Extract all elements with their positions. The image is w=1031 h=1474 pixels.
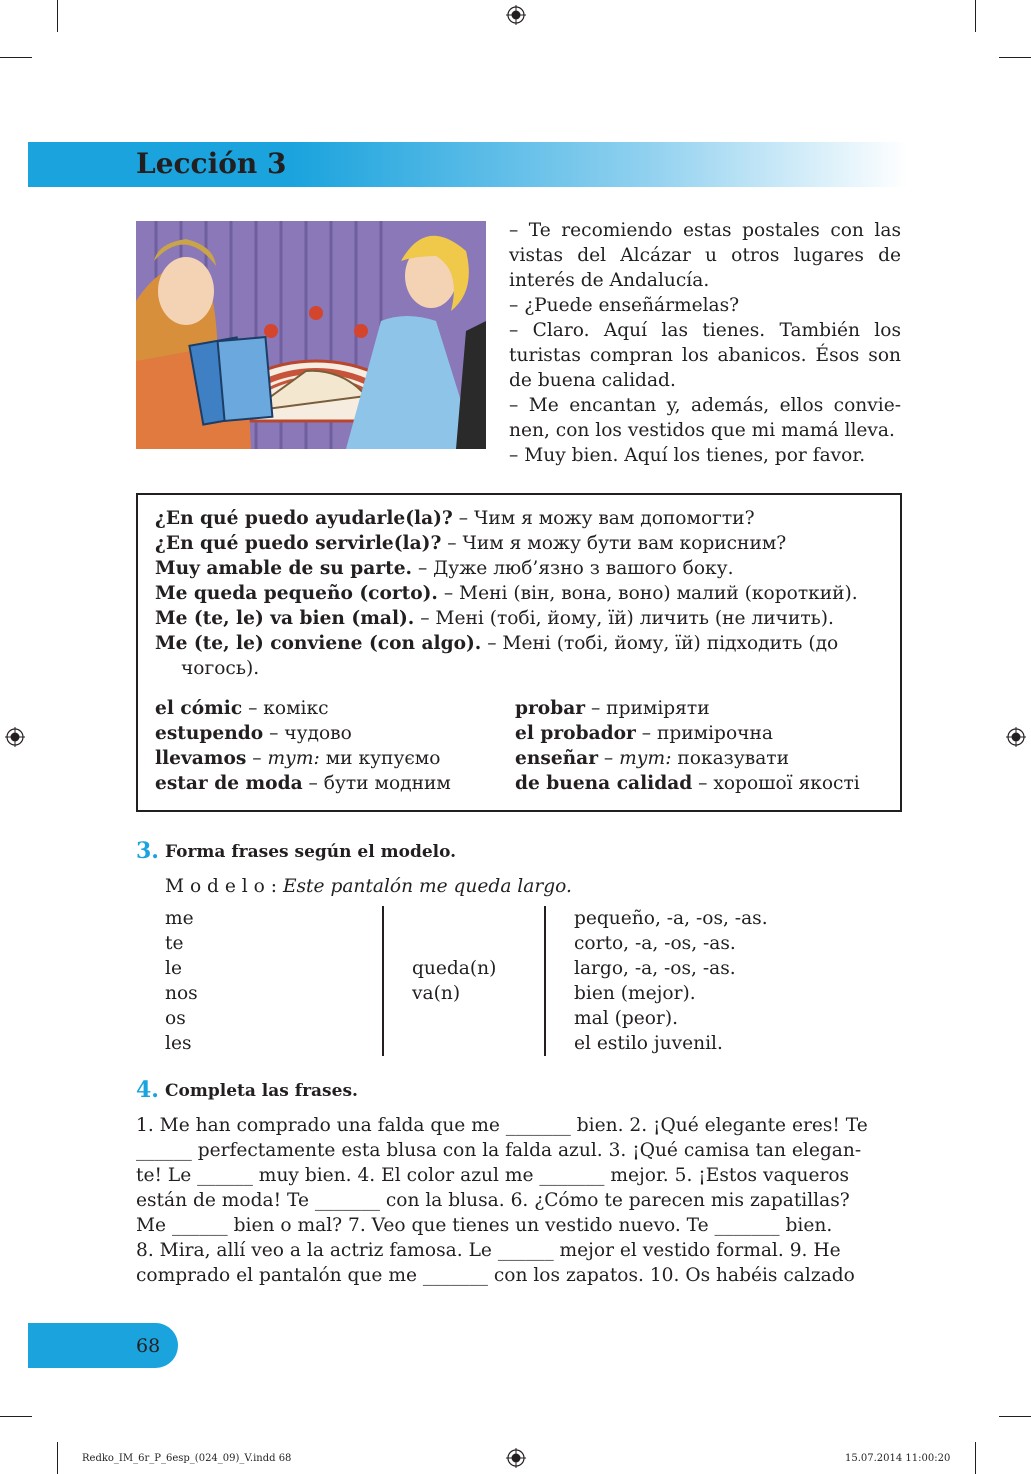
vocab-note: тут:: [619, 748, 672, 769]
vocab-word: estupendo: [155, 723, 264, 744]
exercise-line: comprado el pantalón que me _______ con los zapatos. 10. Os habéis calzado: [136, 1265, 855, 1286]
vocab-dash: –: [242, 698, 264, 719]
exercise-3-title: Forma frases según el modelo.: [165, 842, 457, 862]
pronoun: te: [165, 933, 184, 954]
phrase-uk: – Мені (тобі, йому, їй) підходить (до: [481, 633, 839, 654]
vocab-dash: –: [246, 748, 268, 769]
vocab-translation: примірочна: [656, 723, 773, 744]
dialog-line: – Me encantan y, además, ellos convie-nen, con los vestidos que mi mamá lleva.: [509, 395, 901, 441]
dialog-line: – Claro. Aquí las tienes. También los turistas compran los abanicos. Ésos son de buena calidad.: [509, 320, 901, 391]
vocabulary-left-column: [155, 696, 451, 796]
exercise-line: están de moda! Te _______ con la blusa. 6. ¿Cómo te parecen mis zapatillas?: [136, 1190, 850, 1211]
crop-mark: [975, 0, 976, 32]
vocabulary-right-column: [515, 696, 860, 796]
vocab-word: probar: [515, 698, 586, 719]
vocab-translation: ми купуємо: [319, 748, 441, 769]
verb-column: [412, 956, 496, 1006]
vocab-item: [155, 696, 451, 721]
pronoun: os: [165, 1008, 186, 1029]
exercise-line: 8. Mira, allí veo a la actriz famosa. Le ______ mejor el vestido formal. 9. He: [136, 1240, 841, 1261]
vocab-item: [515, 771, 860, 796]
phrase-es: Me queda pequeño (corto).: [155, 583, 438, 604]
vocab-translation: комікс: [263, 698, 329, 719]
exercise-4-title: Completa las frases.: [165, 1081, 358, 1101]
exercise-3-number: 3.: [136, 838, 159, 864]
complement: corto, -a, -os, -as.: [574, 933, 736, 954]
complement-column: [574, 906, 768, 1056]
vocab-word: enseñar: [515, 748, 599, 769]
exercise-4-number: 4.: [136, 1077, 159, 1103]
vocab-item: [155, 746, 451, 771]
phrase-uk: – Мені (він, вона, воно) малий (короткий).: [437, 583, 858, 604]
vocab-dash: –: [302, 773, 324, 794]
dialog-line: – Muy bien. Aquí los tienes, por favor.: [509, 445, 866, 466]
phrase-uk: – Чим я можу вам допомогти?: [452, 508, 755, 529]
registration-mark-icon: [506, 1448, 526, 1468]
footer-filename: Redko_IM_6r_P_6esp_(024_09)_V.indd 68: [82, 1453, 292, 1464]
dialog-line: – ¿Puede enseñármelas?: [509, 295, 740, 316]
registration-mark-icon: [5, 727, 25, 747]
phrase-uk: – Дуже люб’язно з вашого боку.: [412, 558, 734, 579]
shop-illustration: [136, 221, 486, 449]
exercise-line: te! Le ______ muy bien. 4. El color azul me _______ mejor. 5. ¡Estos vaqueros: [136, 1165, 850, 1186]
registration-mark-icon: [506, 5, 526, 25]
exercise-4-text: [136, 1113, 902, 1288]
complement: largo, -a, -os, -as.: [574, 958, 736, 979]
exercise-3-model: [165, 874, 572, 899]
vocab-word: estar de moda: [155, 773, 303, 794]
phrase-es: Me (te, le) va bien (mal).: [155, 608, 415, 629]
verb: va(n): [412, 983, 461, 1004]
pronoun: me: [165, 908, 194, 929]
crop-mark: [0, 1416, 32, 1417]
vocab-item: [515, 746, 860, 771]
column-divider: [382, 906, 384, 1056]
dialog-line: – Te recomiendo estas postales con las vistas del Alcázar u otros lugares de interés de Andalucía.: [509, 220, 901, 291]
phrase-item: [155, 556, 895, 581]
model-sentence: Este pantalón me queda largo.: [282, 876, 572, 897]
complement: bien (mejor).: [574, 983, 696, 1004]
vocab-word: el probador: [515, 723, 636, 744]
exercise-line: 1. Me han comprado una falda que me _______ bien. 2. ¡Qué elegante eres! Te: [136, 1115, 868, 1136]
vocab-dash: –: [263, 723, 285, 744]
crop-mark: [57, 0, 58, 32]
dialog-text: [509, 218, 901, 468]
verb: queda(n): [412, 958, 497, 979]
phrase-uk: – Чим я можу бути вам корисним?: [441, 533, 787, 554]
phrase-es: ¿En qué puedo ayudarle(la)?: [155, 508, 453, 529]
vocab-item: [155, 721, 451, 746]
vocab-translation: хорошої якості: [713, 773, 860, 794]
phrase-list: [155, 506, 895, 681]
vocab-word: de buena calidad: [515, 773, 693, 794]
exercise-line: ______ perfectamente esta blusa con la falda azul. 3. ¡Qué camisa tan elegan-: [136, 1140, 862, 1161]
pronoun: nos: [165, 983, 198, 1004]
vocab-translation: бути модним: [323, 773, 451, 794]
vocab-item: [515, 721, 860, 746]
vocab-dash: –: [585, 698, 607, 719]
pronoun-column: [165, 906, 198, 1056]
vocab-dash: –: [598, 748, 620, 769]
registration-mark-icon: [1006, 727, 1026, 747]
page-number: 68: [136, 1335, 161, 1357]
complement: pequeño, -a, -os, -as.: [574, 908, 768, 929]
vocab-translation: приміряти: [606, 698, 710, 719]
phrase-es: ¿En qué puedo servirle(la)?: [155, 533, 442, 554]
footer-timestamp: 15.07.2014 11:00:20: [845, 1453, 951, 1464]
vocab-item: [515, 696, 860, 721]
complement: mal (peor).: [574, 1008, 678, 1029]
phrase-uk: – Мені (тобі, йому, їй) личить (не личить).: [414, 608, 834, 629]
crop-mark: [975, 1442, 976, 1474]
vocab-item: [155, 771, 451, 796]
vocab-dash: –: [692, 773, 714, 794]
phrase-item: [155, 581, 895, 606]
vocab-word: el cómic: [155, 698, 243, 719]
pronoun: les: [165, 1033, 192, 1054]
vocab-translation: чудово: [284, 723, 352, 744]
phrase-es: Muy amable de su parte.: [155, 558, 413, 579]
phrase-item: [155, 506, 895, 531]
crop-mark: [0, 57, 32, 58]
model-label: M o d e l o :: [165, 876, 278, 897]
crop-mark: [57, 1442, 58, 1474]
crop-mark: [999, 57, 1031, 58]
lesson-title: Lección 3: [136, 147, 287, 180]
pronoun: le: [165, 958, 182, 979]
complement: el estilo juvenil.: [574, 1033, 723, 1054]
phrase-item: [155, 631, 895, 656]
phrase-es: Me (te, le) conviene (con algo).: [155, 633, 482, 654]
vocab-word: llevamos: [155, 748, 247, 769]
vocab-dash: –: [635, 723, 657, 744]
phrase-item: [155, 531, 895, 556]
vocab-translation: показувати: [671, 748, 789, 769]
crop-mark: [999, 1416, 1031, 1417]
exercise-line: Me ______ bien o mal? 7. Veo que tienes un vestido nuevo. Te _______ bien.: [136, 1215, 833, 1236]
column-divider: [544, 906, 546, 1056]
phrase-item: [155, 606, 895, 631]
phrase-continuation: чогось).: [181, 658, 260, 679]
vocab-note: тут:: [267, 748, 320, 769]
